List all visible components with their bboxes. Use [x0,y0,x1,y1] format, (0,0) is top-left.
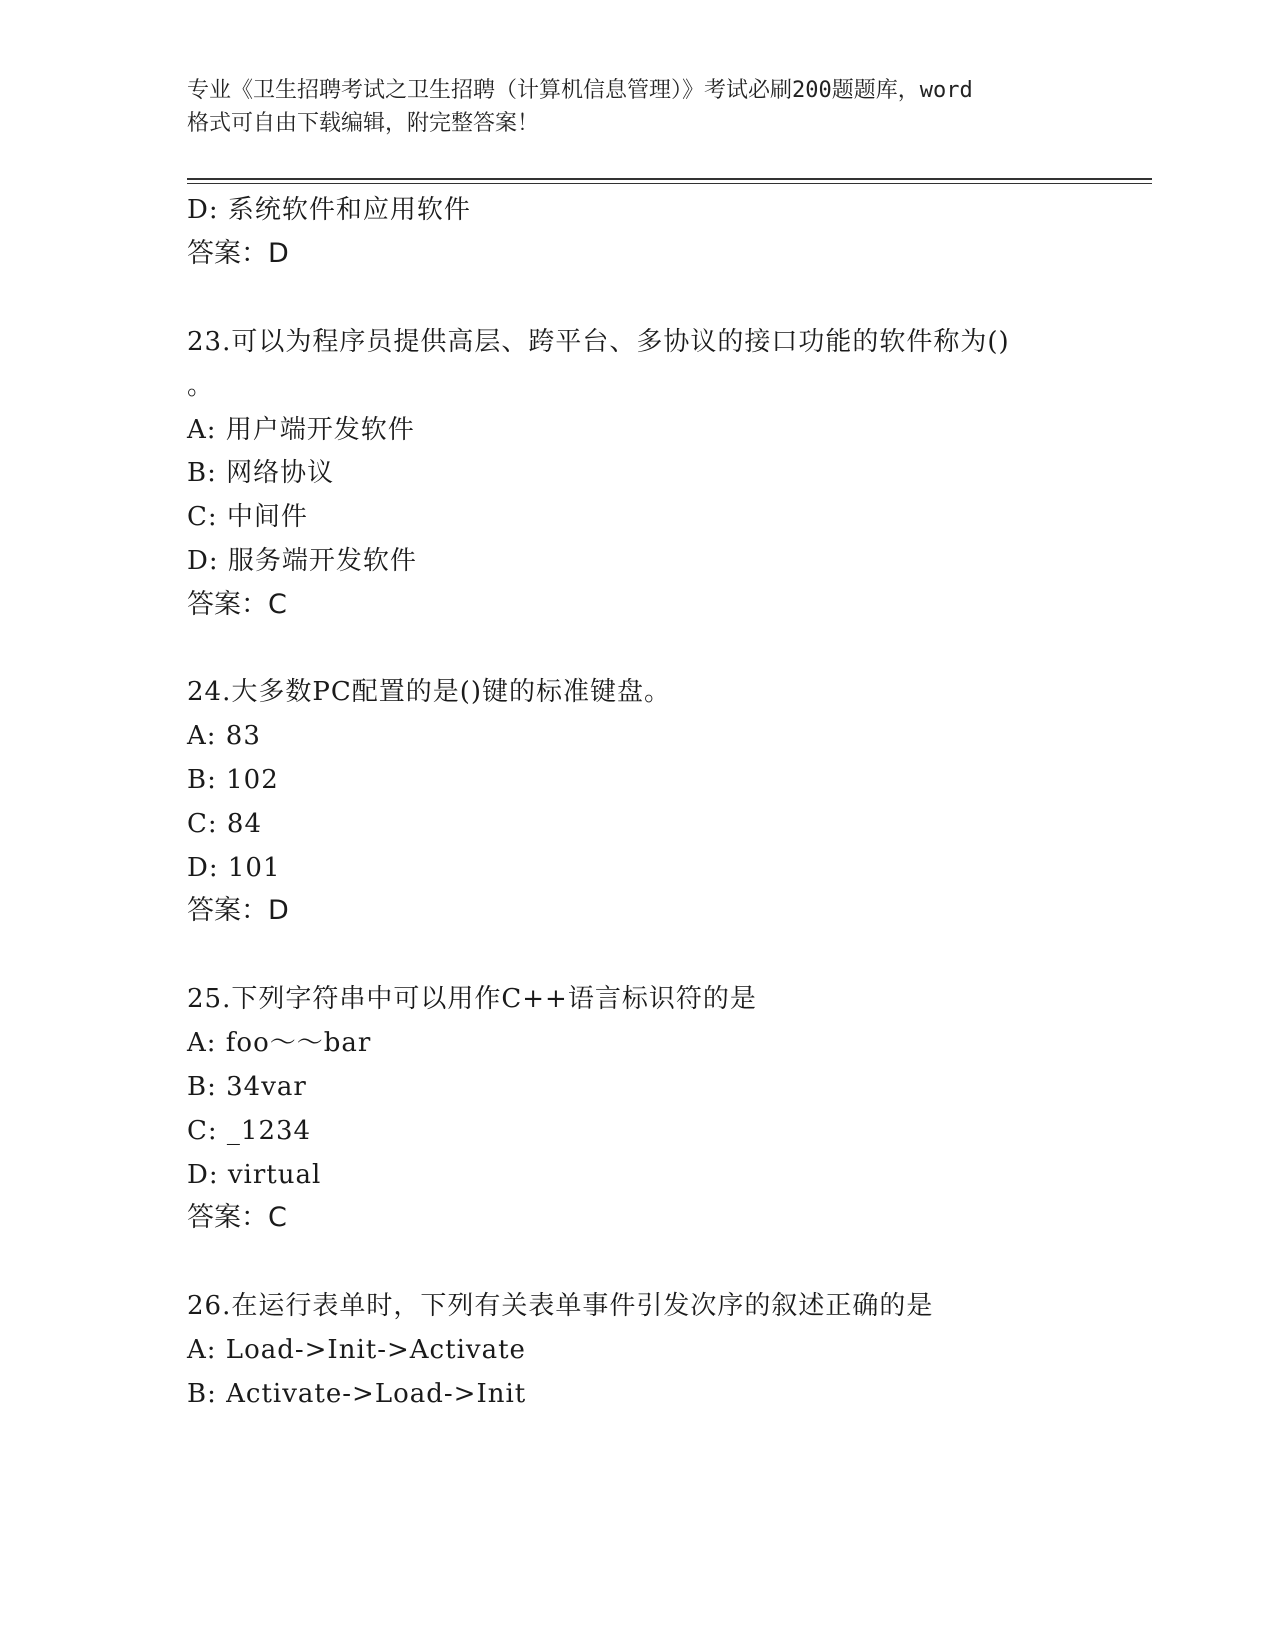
q25-option-c: C: _1234 [187,1116,312,1146]
q23-option-c: C: 中间件 [187,502,308,532]
q26-option-b: B: Activate->Load->Init [187,1379,527,1409]
header-line-1: 专业《卫生招聘考试之卫生招聘（计算机信息管理）》考试必刷200题题库，word [187,78,973,103]
q26-option-a: A: Load->Init->Activate [187,1335,526,1365]
header-divider-thick [187,178,1152,180]
q23-option-b: B: 网络协议 [187,458,335,488]
q25-answer: 答案：C [187,1202,287,1233]
q25-option-d: D: virtual [187,1160,322,1190]
q24-option-d: D: 101 [187,853,281,883]
q24-option-c: C: 84 [187,809,263,839]
q26-stem: 26.在运行表单时，下列有关表单事件引发次序的叙述正确的是 [187,1291,934,1321]
q23-option-d: D: 服务端开发软件 [187,546,417,576]
q25-option-b: B: 34var [187,1072,307,1102]
header-line-2: 格式可自由下载编辑，附完整答案！ [187,111,540,136]
prev-option-d: D: 系统软件和应用软件 [187,195,471,225]
q24-stem: 24.大多数PC配置的是()键的标准键盘。 [187,677,672,707]
q24-option-b: B: 102 [187,765,279,795]
q23-option-a: A: 用户端开发软件 [187,415,415,445]
q25-option-a: A: foo～～bar [187,1028,372,1058]
q23-stem-line-1: 23.可以为程序员提供高层、跨平台、多协议的接口功能的软件称为() [187,327,1010,357]
q24-option-a: A: 83 [187,721,261,751]
q24-answer: 答案：D [187,895,289,926]
header-divider-thin [187,183,1152,184]
q23-answer: 答案：C [187,589,287,620]
prev-answer: 答案：D [187,238,289,269]
document-header [187,74,1087,140]
q25-stem: 25.下列字符串中可以用作C++语言标识符的是 [187,984,757,1014]
q23-stem-line-2: 。 [187,371,215,401]
